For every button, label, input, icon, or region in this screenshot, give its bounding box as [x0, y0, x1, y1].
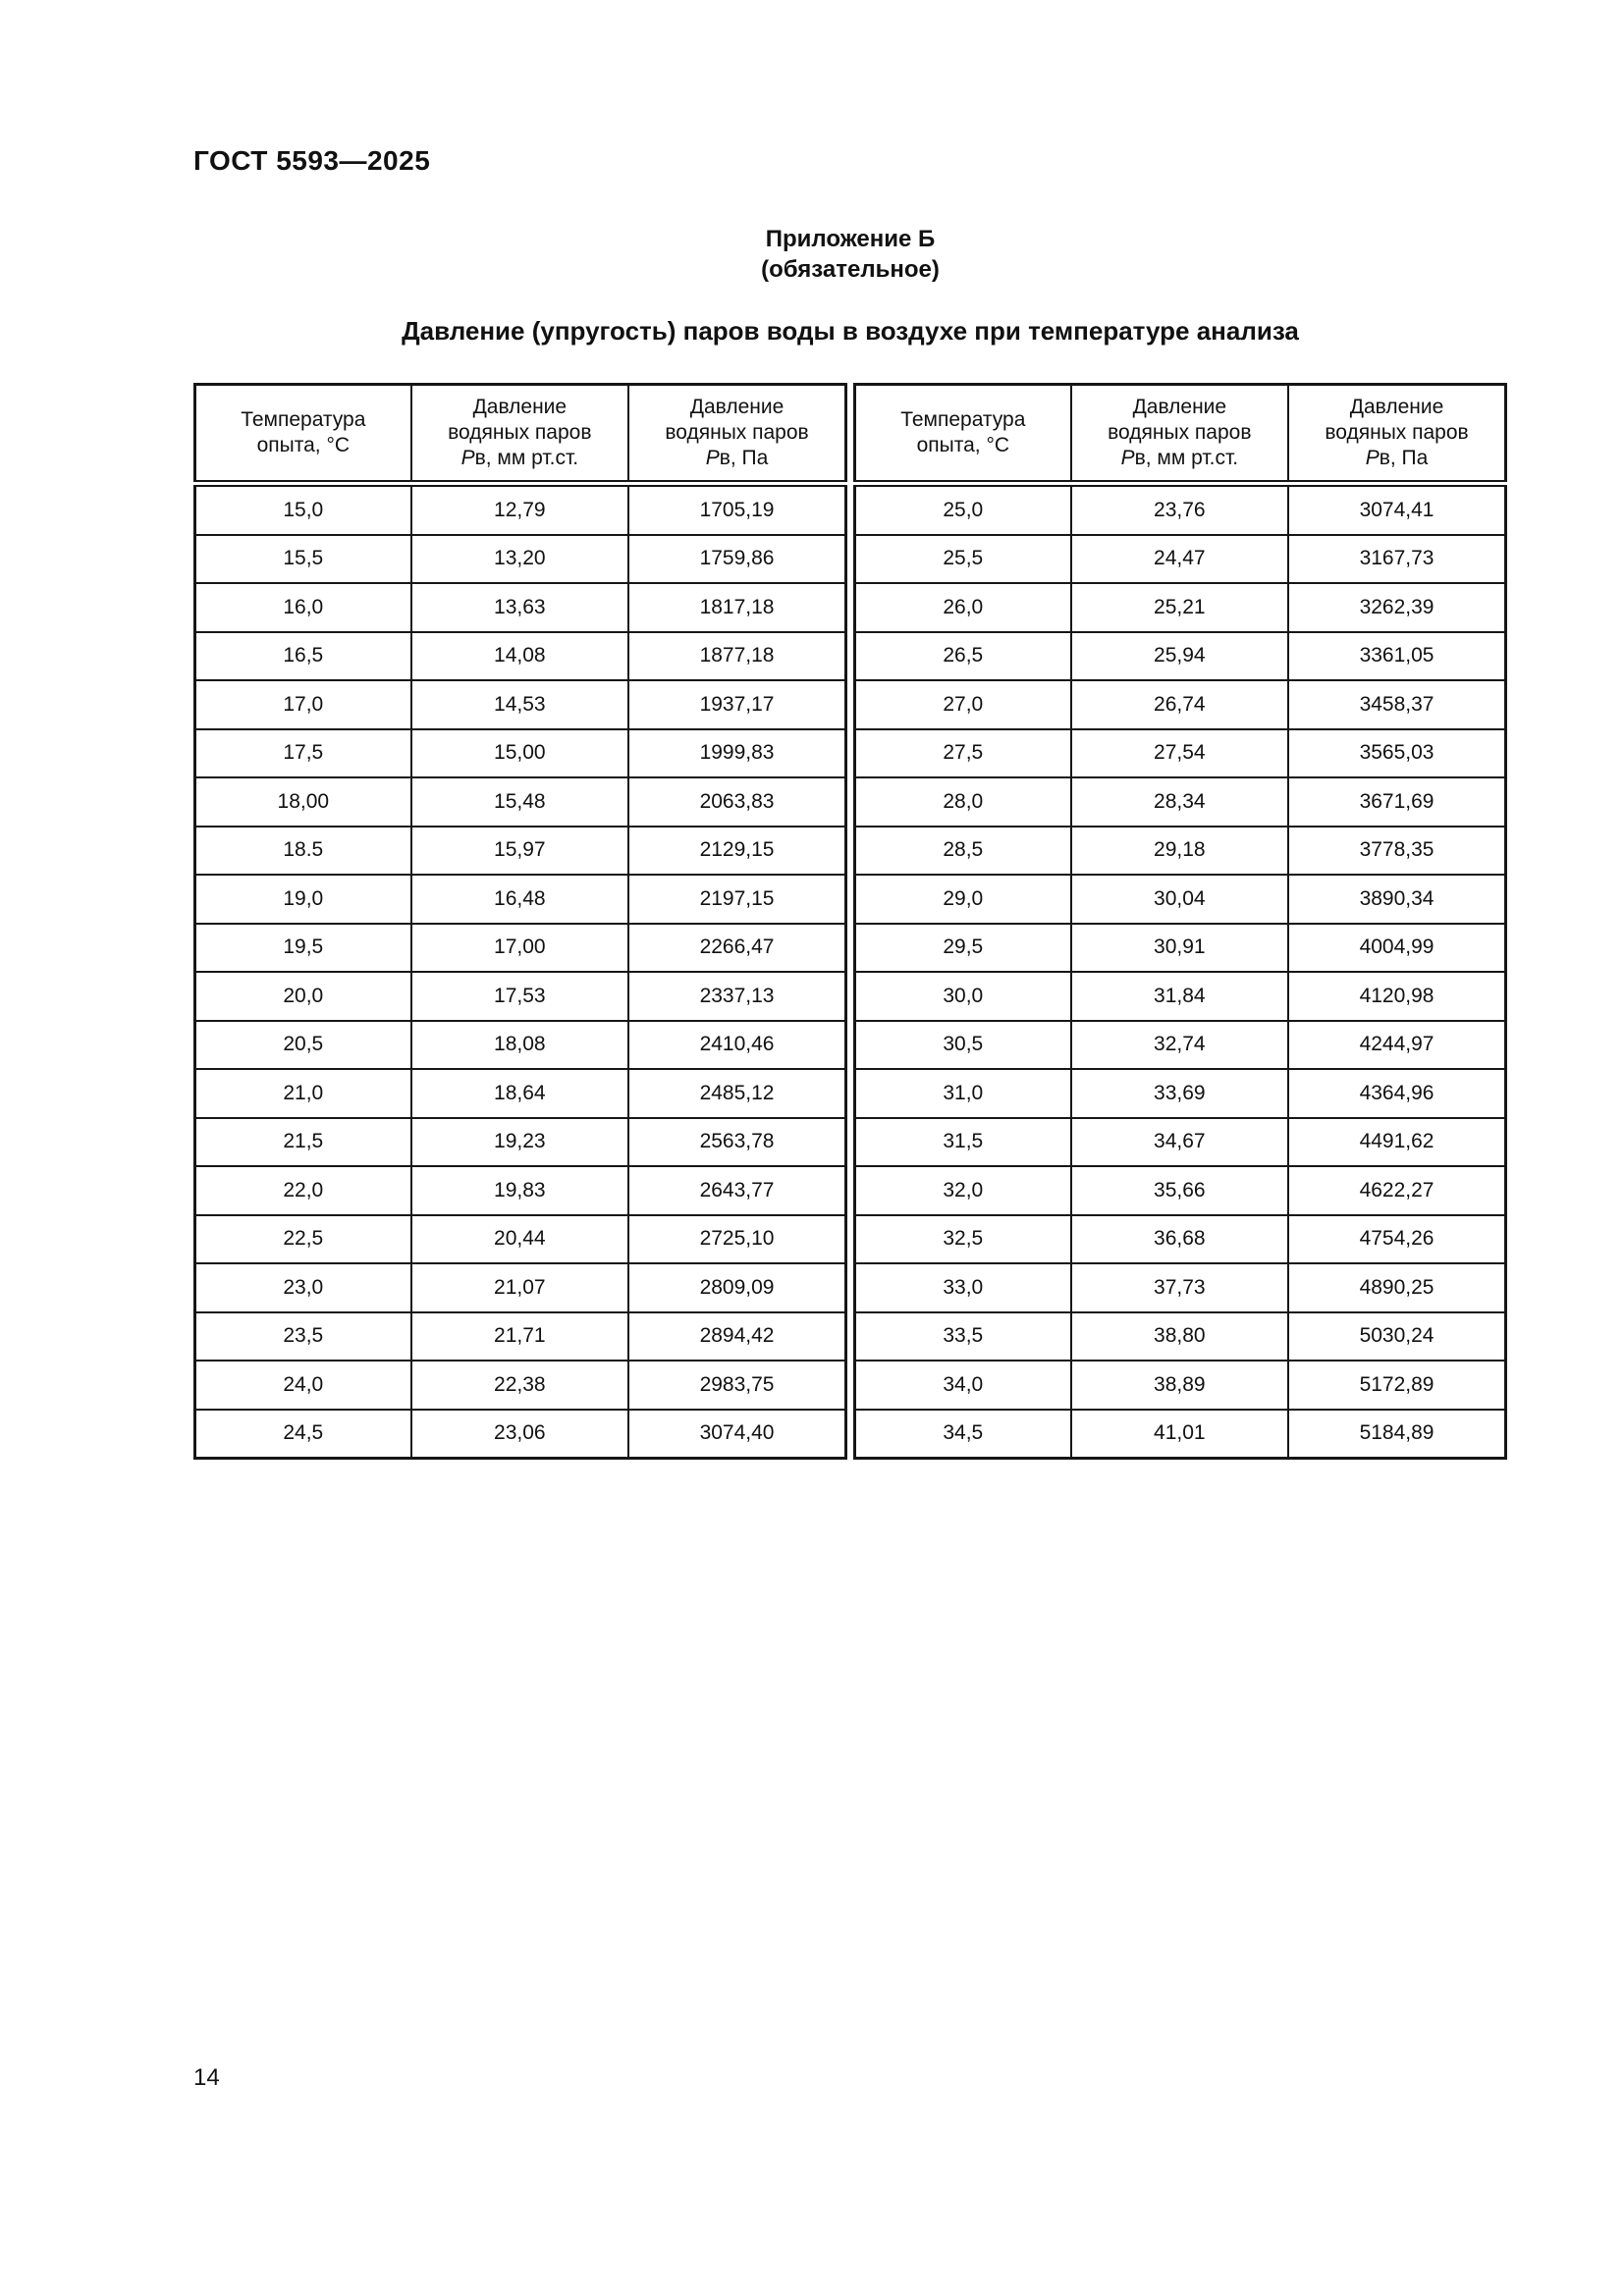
table-row	[855, 777, 1506, 827]
table-row	[195, 583, 846, 632]
table-row	[195, 827, 846, 876]
table-cell: 24,47	[1071, 535, 1288, 584]
pressure-symbol: Р	[705, 447, 720, 469]
table-row	[855, 484, 1506, 535]
header-text: Давление	[472, 396, 568, 418]
table-cell: 15,0	[195, 484, 411, 535]
table-cell: 5172,89	[1288, 1361, 1505, 1410]
header-text: Давление	[689, 396, 785, 418]
table-cell: 3262,39	[1288, 583, 1505, 632]
table-cell: 15,00	[411, 729, 628, 778]
table-cell: 28,0	[855, 777, 1071, 827]
table-row	[195, 729, 846, 778]
table-cell: 27,5	[855, 729, 1071, 778]
table-row	[855, 1215, 1506, 1264]
col-header-temperature	[855, 385, 1071, 484]
table-cell: 4890,25	[1288, 1263, 1505, 1312]
table-left-half	[193, 383, 847, 1460]
table-cell: 32,5	[855, 1215, 1071, 1264]
table-cell: 33,69	[1071, 1069, 1288, 1118]
table-cell: 3671,69	[1288, 777, 1505, 827]
table-cell: 28,5	[855, 827, 1071, 876]
appendix-heading	[193, 224, 1507, 285]
table-row	[855, 680, 1506, 729]
table-cell: 25,0	[855, 484, 1071, 535]
table-cell: 34,0	[855, 1361, 1071, 1410]
table-cell: 22,38	[411, 1361, 628, 1410]
table-cell: 41,01	[1071, 1410, 1288, 1459]
table-cell: 19,5	[195, 924, 411, 973]
header-text: опыта, °С	[916, 434, 1010, 456]
table-cell: 17,00	[411, 924, 628, 973]
col-header-pressure-pa	[1288, 385, 1505, 484]
table-cell: 1999,83	[628, 729, 845, 778]
table-cell: 4004,99	[1288, 924, 1505, 973]
table-cell: 26,0	[855, 583, 1071, 632]
table-row	[855, 1118, 1506, 1167]
header-text: в, мм рт.ст.	[474, 447, 579, 469]
table-cell: 32,0	[855, 1166, 1071, 1215]
table-cell: 18,64	[411, 1069, 628, 1118]
table-row	[855, 1361, 1506, 1410]
table-cell: 23,76	[1071, 484, 1288, 535]
table-cell: 21,5	[195, 1118, 411, 1167]
table-cell: 27,54	[1071, 729, 1288, 778]
vapor-pressure-table	[193, 383, 1507, 1460]
table-cell: 2563,78	[628, 1118, 845, 1167]
page-title: Давление (упругость) паров воды в воздухе при температуре анализа	[402, 316, 1299, 346]
table-row	[855, 972, 1506, 1021]
header-text: водяных паров	[665, 421, 809, 444]
table-cell: 21,0	[195, 1069, 411, 1118]
table-right-half	[853, 383, 1507, 1460]
header-text: Температура	[900, 408, 1026, 431]
table-cell: 26,5	[855, 632, 1071, 681]
table-cell: 21,71	[411, 1312, 628, 1362]
table-cell: 1759,86	[628, 535, 845, 584]
table-cell: 17,0	[195, 680, 411, 729]
table-cell: 26,74	[1071, 680, 1288, 729]
table-row	[855, 729, 1506, 778]
table-row	[855, 1166, 1506, 1215]
table-row	[195, 1215, 846, 1264]
table-cell: 22,0	[195, 1166, 411, 1215]
table-cell: 3074,40	[628, 1410, 845, 1459]
table-cell: 24,0	[195, 1361, 411, 1410]
table-cell: 21,07	[411, 1263, 628, 1312]
table-cell: 17,53	[411, 972, 628, 1021]
table-row	[855, 1069, 1506, 1118]
table-row	[855, 924, 1506, 973]
table-cell: 1817,18	[628, 583, 845, 632]
table-row	[195, 1118, 846, 1167]
table-cell: 3167,73	[1288, 535, 1505, 584]
table-cell: 25,21	[1071, 583, 1288, 632]
header-text: в, Па	[1379, 447, 1429, 469]
col-header-pressure-mmhg	[1071, 385, 1288, 484]
table-cell: 31,0	[855, 1069, 1071, 1118]
table-row	[855, 1263, 1506, 1312]
table-cell: 2643,77	[628, 1166, 845, 1215]
table-cell: 4244,97	[1288, 1021, 1505, 1070]
table-cell: 2337,13	[628, 972, 845, 1021]
table-cell: 19,83	[411, 1166, 628, 1215]
page-number: 14	[193, 2064, 220, 2091]
table-cell: 18,00	[195, 777, 411, 827]
table-row	[855, 827, 1506, 876]
table-cell: 37,73	[1071, 1263, 1288, 1312]
pressure-symbol: Р	[1365, 447, 1380, 469]
table-cell: 2410,46	[628, 1021, 845, 1070]
table-cell: 4491,62	[1288, 1118, 1505, 1167]
table-cell: 30,04	[1071, 875, 1288, 924]
table-cell: 31,84	[1071, 972, 1288, 1021]
table-cell: 2894,42	[628, 1312, 845, 1362]
table-cell: 29,5	[855, 924, 1071, 973]
table-cell: 20,5	[195, 1021, 411, 1070]
table-cell: 28,34	[1071, 777, 1288, 827]
table-row	[195, 1361, 846, 1410]
table-cell: 3778,35	[1288, 827, 1505, 876]
table-cell: 2725,10	[628, 1215, 845, 1264]
table-header	[195, 385, 846, 484]
table-cell: 18,08	[411, 1021, 628, 1070]
table-cell: 23,06	[411, 1410, 628, 1459]
table-cell: 32,74	[1071, 1021, 1288, 1070]
table-cell: 5184,89	[1288, 1410, 1505, 1459]
header-text: водяных паров	[1108, 421, 1252, 444]
table-cell: 34,67	[1071, 1118, 1288, 1167]
table-cell: 20,44	[411, 1215, 628, 1264]
table-cell: 2485,12	[628, 1069, 845, 1118]
header-text: в, Па	[719, 447, 769, 469]
table-cell: 14,53	[411, 680, 628, 729]
table-row	[195, 1410, 846, 1459]
table-cell: 24,5	[195, 1410, 411, 1459]
appendix-label: Приложение Б	[765, 226, 936, 252]
table-cell: 19,23	[411, 1118, 628, 1167]
table-cell: 17,5	[195, 729, 411, 778]
table-cell: 15,48	[411, 777, 628, 827]
table-cell: 38,89	[1071, 1361, 1288, 1410]
table-cell: 1705,19	[628, 484, 845, 535]
table-cell: 2063,83	[628, 777, 845, 827]
appendix-note: (обязательное)	[761, 256, 940, 283]
table-cell: 13,20	[411, 535, 628, 584]
table-cell: 3361,05	[1288, 632, 1505, 681]
table-cell: 2197,15	[628, 875, 845, 924]
table-row	[855, 875, 1506, 924]
table-cell: 19,0	[195, 875, 411, 924]
pressure-symbol: Р	[460, 447, 475, 469]
table-row	[855, 632, 1506, 681]
header-text: Давление	[1349, 396, 1444, 418]
table-cell: 14,08	[411, 632, 628, 681]
table-row	[855, 535, 1506, 584]
table-row	[195, 1312, 846, 1362]
header-text: опыта, °С	[256, 434, 351, 456]
table-header	[855, 385, 1506, 484]
table-cell: 29,18	[1071, 827, 1288, 876]
table-row	[195, 924, 846, 973]
table-cell: 22,5	[195, 1215, 411, 1264]
table-row	[195, 680, 846, 729]
table-header-row	[195, 385, 846, 484]
table-cell: 36,68	[1071, 1215, 1288, 1264]
table-cell: 30,91	[1071, 924, 1288, 973]
col-header-pressure-mmhg	[411, 385, 628, 484]
table-header-row	[855, 385, 1506, 484]
table-row	[195, 1263, 846, 1312]
table-cell: 3458,37	[1288, 680, 1505, 729]
table-cell: 20,0	[195, 972, 411, 1021]
header-text: Температура	[241, 408, 366, 431]
table-cell: 15,97	[411, 827, 628, 876]
table-body-right	[855, 484, 1506, 1459]
table-cell: 33,5	[855, 1312, 1071, 1362]
table-cell: 1877,18	[628, 632, 845, 681]
table-cell: 16,5	[195, 632, 411, 681]
table-cell: 35,66	[1071, 1166, 1288, 1215]
table-cell: 2983,75	[628, 1361, 845, 1410]
table-cell: 3074,41	[1288, 484, 1505, 535]
table-cell: 25,94	[1071, 632, 1288, 681]
table-cell: 4622,27	[1288, 1166, 1505, 1215]
table-cell: 2809,09	[628, 1263, 845, 1312]
table-cell: 3565,03	[1288, 729, 1505, 778]
table-row	[195, 1021, 846, 1070]
pressure-symbol: Р	[1120, 447, 1135, 469]
table-cell: 31,5	[855, 1118, 1071, 1167]
table-cell: 27,0	[855, 680, 1071, 729]
table-cell: 33,0	[855, 1263, 1071, 1312]
header-text: водяных паров	[448, 421, 592, 444]
table-cell: 1937,17	[628, 680, 845, 729]
col-header-pressure-pa	[628, 385, 845, 484]
table-cell: 29,0	[855, 875, 1071, 924]
table-cell: 16,0	[195, 583, 411, 632]
table-row	[195, 632, 846, 681]
table-cell: 4120,98	[1288, 972, 1505, 1021]
table-cell: 18.5	[195, 827, 411, 876]
table-row	[195, 972, 846, 1021]
header-text: водяных паров	[1325, 421, 1469, 444]
table-cell: 3890,34	[1288, 875, 1505, 924]
table-cell: 38,80	[1071, 1312, 1288, 1362]
table-row	[195, 1166, 846, 1215]
table-cell: 2129,15	[628, 827, 845, 876]
table-cell: 4364,96	[1288, 1069, 1505, 1118]
table-row	[855, 583, 1506, 632]
table-row	[195, 1069, 846, 1118]
col-header-temperature	[195, 385, 411, 484]
table-cell: 2266,47	[628, 924, 845, 973]
table-row	[195, 484, 846, 535]
table-cell: 12,79	[411, 484, 628, 535]
table-row	[195, 875, 846, 924]
header-text: в, мм рт.ст.	[1134, 447, 1239, 469]
table-row	[195, 777, 846, 827]
table-cell: 30,0	[855, 972, 1071, 1021]
header-text: Давление	[1132, 396, 1227, 418]
table-cell: 23,5	[195, 1312, 411, 1362]
table-cell: 4754,26	[1288, 1215, 1505, 1264]
table-cell: 15,5	[195, 535, 411, 584]
table-cell: 13,63	[411, 583, 628, 632]
table-row	[855, 1410, 1506, 1459]
table-cell: 25,5	[855, 535, 1071, 584]
document-code: ГОСТ 5593—2025	[193, 145, 431, 176]
table-cell: 30,5	[855, 1021, 1071, 1070]
table-cell: 16,48	[411, 875, 628, 924]
table-row	[855, 1312, 1506, 1362]
table-cell: 34,5	[855, 1410, 1071, 1459]
table-row	[195, 535, 846, 584]
table-row	[855, 1021, 1506, 1070]
table-cell: 23,0	[195, 1263, 411, 1312]
table-cell: 5030,24	[1288, 1312, 1505, 1362]
table-body-left	[195, 484, 846, 1459]
